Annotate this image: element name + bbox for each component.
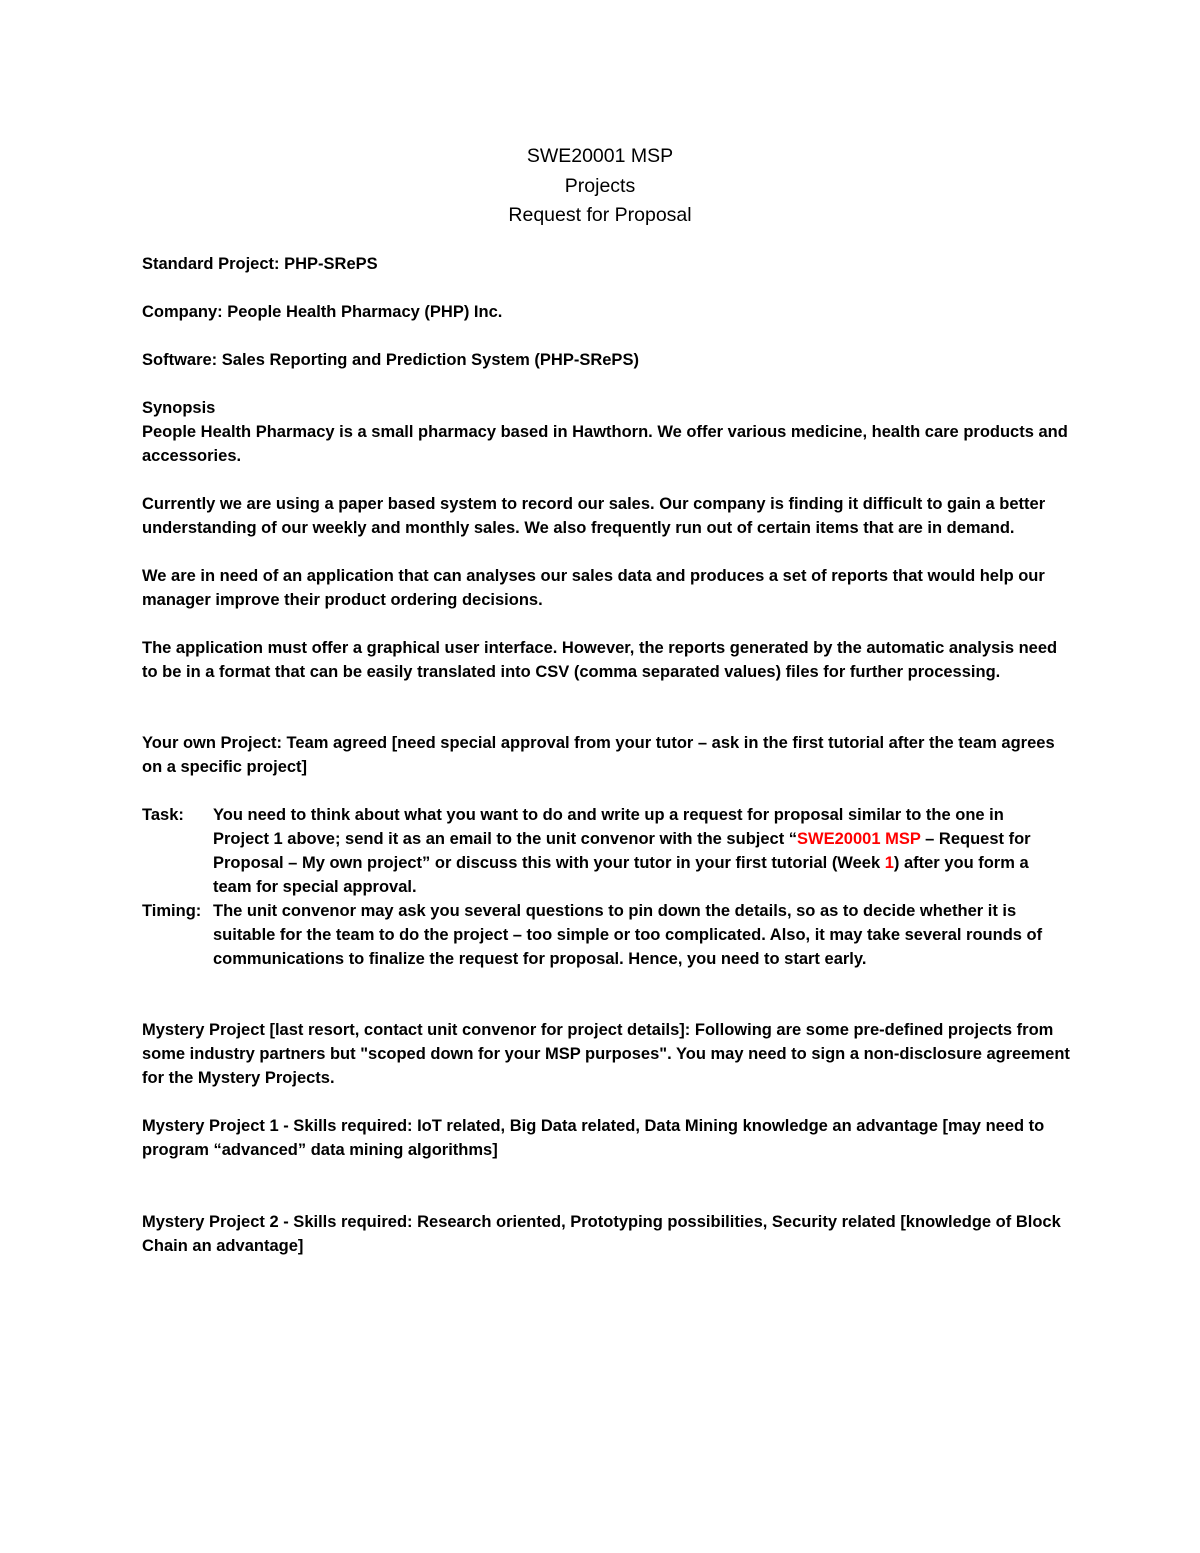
- synopsis-paragraph-3: We are in need of an application that can analyses our sales data and produces a set of reports that would help our manager improve their product ordering decisions.: [142, 567, 1045, 609]
- task-label: Task:: [142, 806, 184, 824]
- task-body: [213, 803, 1063, 899]
- course-code-title: SWE20001 MSP: [526, 145, 674, 167]
- mystery-project-2: Mystery Project 2 - Skills required: Research oriented, Prototyping possibilities, Security related [knowledge of Block Chain an advantage]: [142, 1213, 1061, 1255]
- company-line: Company: People Health Pharmacy (PHP) Inc.: [142, 303, 503, 321]
- mystery-intro: Mystery Project [last resort, contact unit convenor for project details]: Following are some pre-defined projects from some industry partners but "scoped down for your MSP purposes". You may need to sign a non-disclosure agreement for the Mystery Projects.: [142, 1021, 1070, 1087]
- timing-body: The unit convenor may ask you several questions to pin down the details, so as to decide whether it is suitable for the team to do the project – too simple or too complicated. Also, it may take several rounds of communications to finalize the request for proposal. Hence, you need to start early.: [213, 902, 1043, 968]
- synopsis-paragraph-1: People Health Pharmacy is a small pharmacy based in Hawthorn. We offer various medicine, health care products and accessories.: [142, 423, 1068, 465]
- task-text-part-3: ) after you form a team for special approval.: [213, 854, 1029, 896]
- standard-project-line: Standard Project: PHP-SRePS: [142, 255, 378, 273]
- projects-title: Projects: [564, 174, 636, 197]
- mystery-project-1: Mystery Project 1 - Skills required: IoT related, Big Data related, Data Mining knowledge an advantage [may need to program “advanced” data mining algorithms]: [142, 1117, 1045, 1159]
- task-text-part-1: You need to think about what you want to do and write up a request for proposal similar to the one in Project 1 above; send it as an email to the unit convenor with the subject “: [213, 806, 1004, 848]
- synopsis-paragraph-4: The application must offer a graphical user interface. However, the reports generated by the automatic analysis need to be in a format that can be easily translated into CSV (comma separated values) files for further processing.: [142, 639, 1058, 681]
- rfp-title: Request for Proposal: [508, 204, 692, 226]
- synopsis-paragraph-2: Currently we are using a paper based system to record our sales. Our company is finding it difficult to gain a better understanding of our weekly and monthly sales. We also frequently run out of certain items that are in demand.: [142, 495, 1046, 537]
- own-project-line: Your own Project: Team agreed [need special approval from your tutor – ask in the first tutorial after the team agrees on a specific project]: [142, 734, 1055, 776]
- synopsis-heading: Synopsis: [142, 399, 216, 417]
- task-row: [142, 803, 1072, 899]
- software-line: Software: Sales Reporting and Prediction System (PHP-SRePS): [142, 351, 639, 369]
- timing-label: Timing:: [142, 902, 202, 920]
- task-subject-highlight: SWE20001 MSP: [797, 830, 921, 848]
- document-title-block: [0, 142, 1200, 231]
- task-text-part-2: – Request for Proposal – My own project” or discuss this with your tutor in your first tutorial (Week: [213, 830, 1031, 872]
- task-week-highlight: 1: [884, 854, 894, 872]
- timing-row: [142, 899, 1072, 971]
